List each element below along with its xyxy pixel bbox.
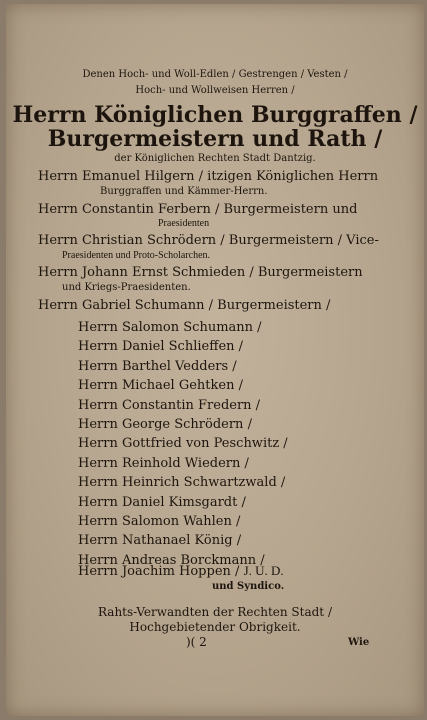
councillor-entry: Herrn Reinhold Wiedern / <box>78 455 249 471</box>
signature-mark: )( 2 <box>186 635 207 649</box>
councillor-entry: Herrn Barthel Vedders / <box>78 358 237 374</box>
councillor-entry: Herrn Daniel Kimsgardt / <box>78 494 246 510</box>
entry-last-degree: J. U. D. <box>243 563 284 578</box>
entry-gabriel: Herrn Gabriel Schumann / Burgermeistern / <box>38 298 331 313</box>
entry-1-line-2: Burggraffen und Kämmer-Herrn. <box>100 186 268 197</box>
councillor-entry: Herrn Heinrich Schwartzwald / <box>78 475 286 491</box>
councillor-entry: Herrn Andreas Borckmann / <box>78 552 265 568</box>
salutation-line-2: Hoch- und Wollweisen Herren / <box>135 85 295 96</box>
councillor-entry: Herrn Salomon Schumann / <box>78 320 262 335</box>
entry-1-line-1: Herrn Emanuel Hilgern / itzigen Königlichen Herrn <box>38 169 379 184</box>
councillor-entry: Herrn Daniel Schlieffen / <box>78 339 244 355</box>
entry-4-line-2: und Kriegs-Praesidenten. <box>62 282 191 293</box>
salutation-line-1: Denen Hoch- und Woll-Edlen / Gestrengen / Vesten / <box>82 69 348 80</box>
entry-3-line-2: Praesidenten und Proto-Scholarchen. <box>62 250 211 261</box>
councillor-entry: Herrn Nathanael König / <box>78 533 242 549</box>
catchword: Wie <box>348 637 370 648</box>
document-page <box>6 4 424 716</box>
title-line-2: Burgermeistern und Rath / <box>47 126 383 152</box>
councillor-entry: Herrn Salomon Wahlen / <box>78 514 241 529</box>
entry-last-suffix: und Syndico. <box>212 581 285 592</box>
entry-2-line-1: Herrn Constantin Ferbern / Burgermeistern und <box>38 202 358 217</box>
entry-last-name: Herrn Joachim Hoppen / <box>78 564 240 579</box>
councillor-entry: Herrn Gottfried von Peschwitz / <box>78 436 288 452</box>
entry-3-line-1: Herrn Christian Schrödern / Burgermeistern / Vice- <box>38 233 379 248</box>
closing-line-2: Hochgebietender Obrigkeit. <box>129 620 301 634</box>
entry-4-line-1: Herrn Johann Ernst Schmieden / Burgermeistern <box>38 265 363 280</box>
closing-line-1: Rahts-Verwandten der Rechten Stadt / <box>97 605 332 619</box>
entry-last <box>78 564 284 578</box>
councillor-entry: Herrn Michael Gehtken / <box>78 378 243 394</box>
subtitle: der Königlichen Rechten Stadt Dantzig. <box>114 153 316 164</box>
entry-2-line-2: Praesidenten <box>158 218 210 229</box>
title-line-1: Herrn Königlichen Burggraffen / <box>12 102 418 128</box>
councillor-entry: Herrn Constantin Fredern / <box>78 397 261 413</box>
councillor-entry: Herrn George Schrödern / <box>78 417 252 432</box>
